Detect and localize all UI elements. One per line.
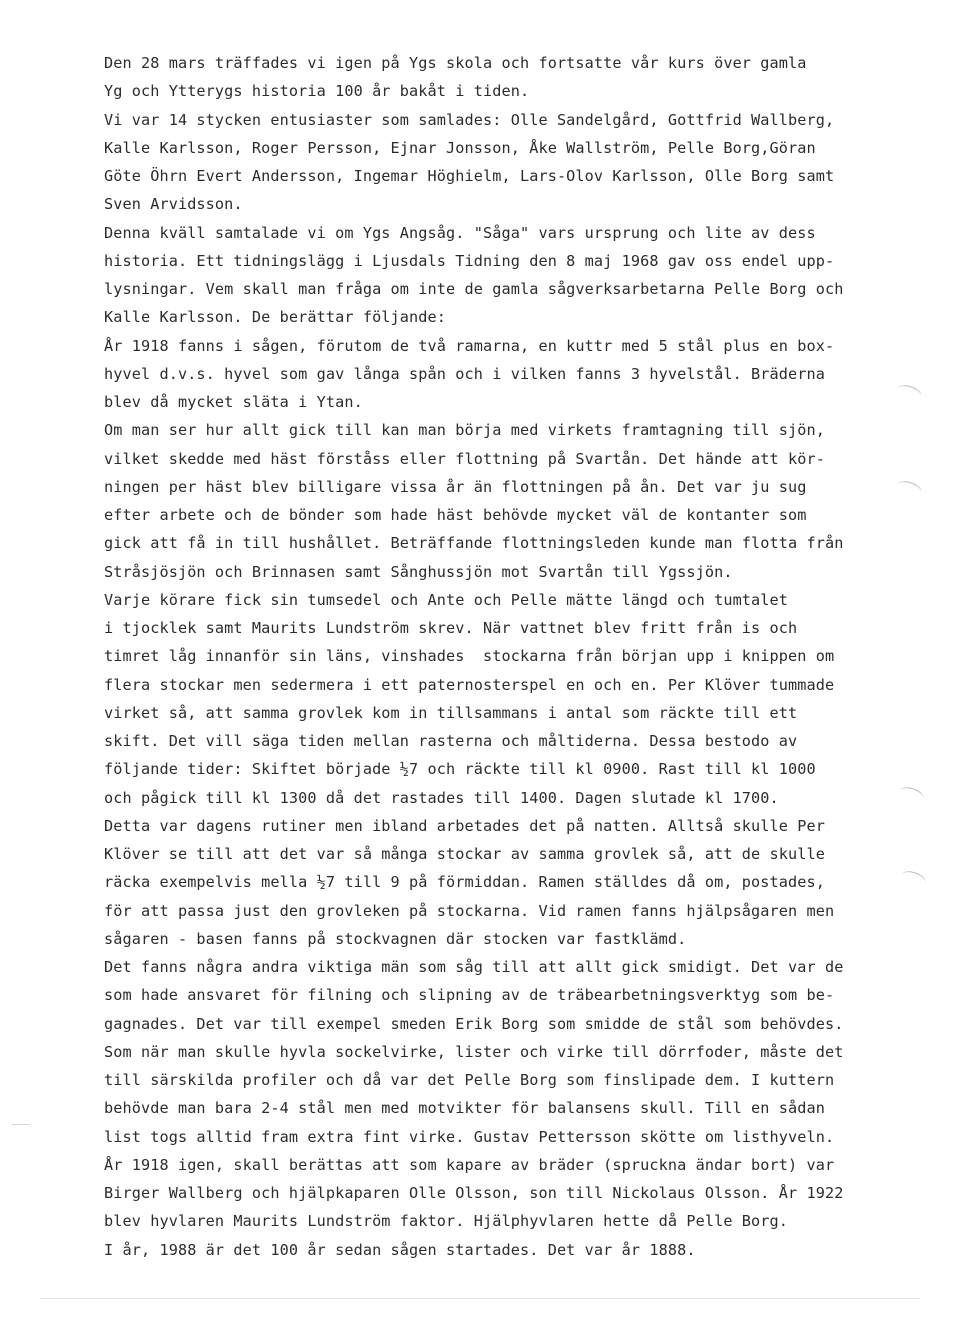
- text-line: Kalle Karlsson. De berättar följande:: [104, 308, 447, 327]
- text-line: blev då mycket släta i Ytan.: [104, 393, 363, 411]
- text-line: Denna kväll samtalade vi om Ygs Angsåg. "Såga" vars ursprung och lite av dess: [104, 223, 816, 242]
- text-line: hyvel d.v.s. hyvel som gav långa spån och i vilken fanns 3 hyvelstål. Bräderna: [104, 364, 826, 383]
- scan-artifact-mark: [894, 478, 923, 500]
- text-line: flera stockar men sedermera i ett paternosterspel en och en. Per Klöver tummade: [104, 675, 835, 694]
- text-line: Det fanns några andra viktiga män som såg till att allt gick smidigt. Det var de: [104, 958, 844, 976]
- scan-edge-line: [40, 1298, 920, 1299]
- text-line: blev hyvlaren Maurits Lundström faktor. Hjälphyvlaren hette då Pelle Borg.: [104, 1212, 789, 1231]
- text-line: som hade ansvaret för filning och slipning av de träbearbetningsverktyg som be-: [104, 986, 835, 1005]
- text-line: virket så, att samma grovlek kom in tillsammans i antal som räckte till ett: [104, 703, 798, 722]
- text-line: i tjocklek samt Maurits Lundström skrev. När vattnet blev fritt från is och: [104, 619, 798, 637]
- text-line: Som när man skulle hyvla sockelvirke, lister och virke till dörrfoder, måste det: [104, 1042, 844, 1061]
- text-line: Vi var 14 stycken entusiaster som samlades: Olle Sandelgård, Gottfrid Wallberg,: [104, 110, 835, 129]
- text-line: för att passa just den grovleken på stockarna. Vid ramen fanns hjälpsågaren men: [104, 901, 835, 920]
- text-line: ningen per häst blev billigare vissa år än flottningen på ån. Det var ju sug: [104, 477, 807, 496]
- text-line: följande tider: Skiftet började ½7 och räckte till kl 0900. Rast till kl 1000: [104, 760, 816, 779]
- text-line: lysningar. Vem skall man fråga om inte de gamla sågverksarbetarna Pelle Borg och: [104, 280, 844, 298]
- text-line: vilket skedde med häst förståss eller flottning på Svartån. Det hände att kör-: [104, 449, 826, 468]
- text-line: Den 28 mars träffades vi igen på Ygs skola och fortsatte vår kurs över gamla: [104, 54, 807, 72]
- text-line: Göte Öhrn Evert Andersson, Ingemar Höghielm, Lars-Olov Karlsson, Olle Borg samt: [104, 167, 835, 185]
- scan-artifact-mark: [898, 868, 927, 890]
- text-line: skift. Det vill säga tiden mellan rasterna och måltiderna. Dessa bestodo av: [104, 732, 798, 750]
- text-line: efter arbete och de bönder som hade häst behövde mycket väl de kontanter som: [104, 506, 807, 524]
- text-line: Sven Arvidsson.: [104, 195, 243, 214]
- text-line: behövde man bara 2-4 stål men med motvikter för balansens skull. Till en sådan: [104, 1099, 826, 1118]
- text-line: gick att få in till hushållet. Beträffande flottningsleden kunde man flotta från: [104, 534, 844, 553]
- text-line: list togs alltid fram extra fint virke. Gustav Pettersson skötte om listhyveln.: [104, 1127, 835, 1146]
- text-line: Birger Wallberg och hjälpkaparen Olle Olsson, son till Nickolaus Olsson. År 1922: [104, 1184, 844, 1202]
- text-line: gagnades. Det var till exempel smeden Erik Borg som smidde de stål som behövdes.: [104, 1014, 844, 1033]
- text-line: Yg och Ytterygs historia 100 år bakåt i tiden.: [104, 82, 530, 101]
- text-line: Kalle Karlsson, Roger Persson, Ejnar Jonsson, Åke Wallström, Pelle Borg,Göran: [104, 138, 816, 157]
- text-line: I år, 1988 är det 100 år sedan sågen startades. Det var år 1888.: [104, 1240, 696, 1259]
- scan-artifact-mark: [896, 784, 925, 806]
- text-line: räcka exempelvis mella ½7 till 9 på förmiddan. Ramen ställdes då om, postades,: [104, 873, 826, 892]
- text-line: historia. Ett tidningslägg i Ljusdals Tidning den 8 maj 1968 gav oss endel upp-: [104, 251, 835, 270]
- text-line: Klöver se till att det var så många stockar av samma grovlek så, att de skulle: [104, 845, 826, 863]
- text-line: till särskilda profiler och då var det Pelle Borg som finslipade dem. I kuttern: [104, 1071, 835, 1089]
- document-body-text: [104, 49, 864, 1264]
- text-line: Varje körare fick sin tumsedel och Ante och Pelle mätte längd och tumtalet: [104, 590, 789, 609]
- text-line: År 1918 igen, skall berättas att som kapare av bräder (spruckna ändar bort) var: [104, 1155, 835, 1174]
- text-line: Stråsjösjön och Brinnasen samt Sånghussjön mot Svartån till Ygssjön.: [104, 562, 733, 581]
- scan-edge-line: [12, 1124, 30, 1125]
- text-line: År 1918 fanns i sågen, förutom de två ramarna, en kuttr med 5 stål plus en box-: [104, 336, 835, 355]
- text-line: sågaren - basen fanns på stockvagnen där stocken var fastklämd.: [104, 929, 687, 948]
- text-line: och pågick till kl 1300 då det rastades till 1400. Dagen slutade kl 1700.: [104, 788, 779, 807]
- text-line: Detta var dagens rutiner men ibland arbetades det på natten. Alltså skulle Per: [104, 816, 826, 835]
- text-line: Om man ser hur allt gick till kan man börja med virkets framtagning till sjön,: [104, 421, 826, 440]
- scan-artifact-mark: [894, 382, 923, 404]
- text-line: timret låg innanför sin läns, vinshades stockarna från början upp i knippen om: [104, 647, 835, 666]
